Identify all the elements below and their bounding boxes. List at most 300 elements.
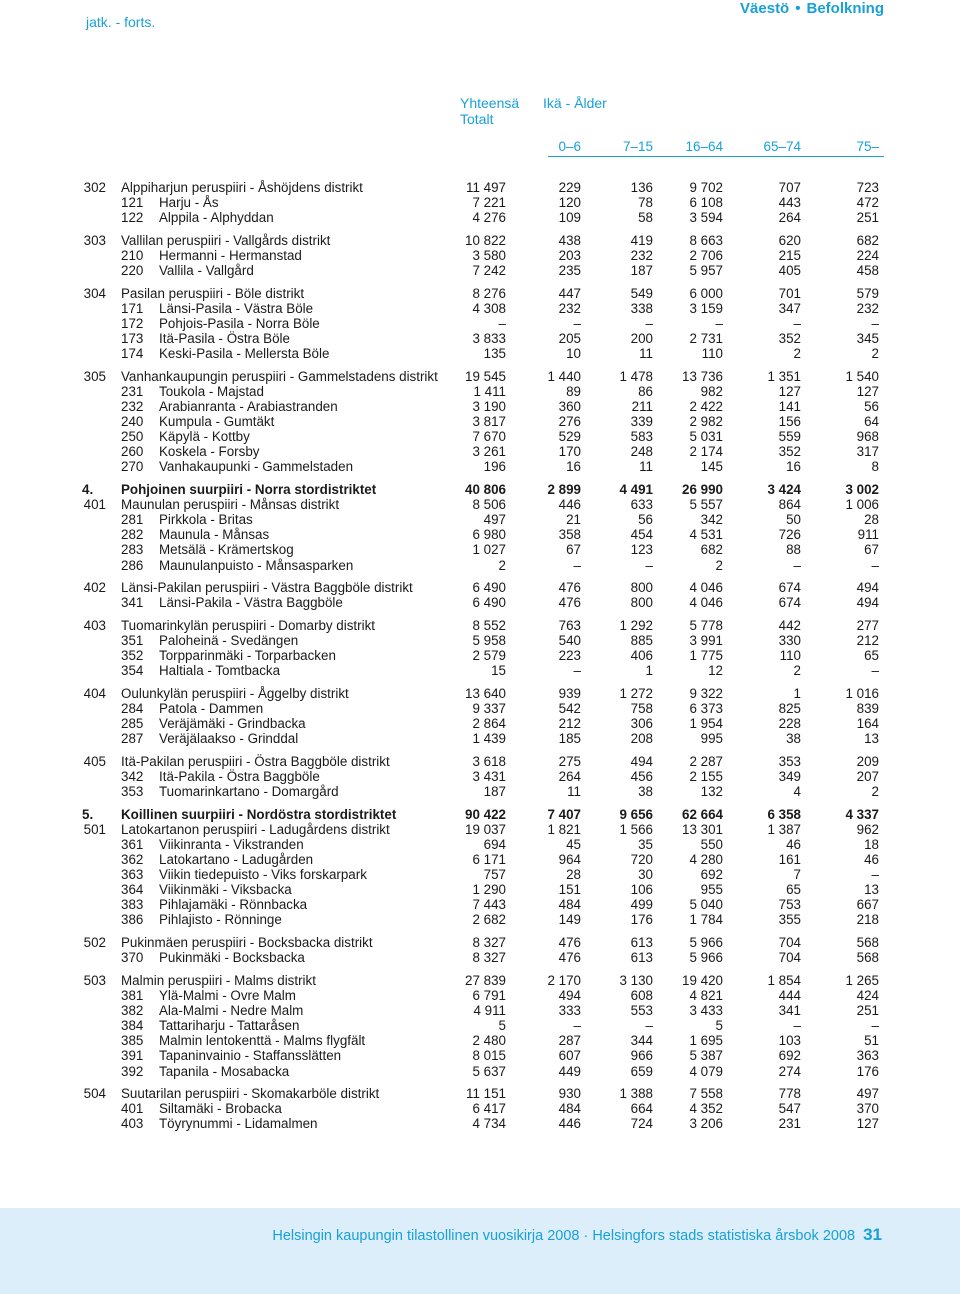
cell-age-0: 447 — [558, 285, 581, 301]
area-name: Ylä-Malmi - Ovre Malm — [159, 988, 296, 1004]
cell-age-3: 156 — [778, 414, 801, 430]
cell-age-0: 360 — [558, 399, 581, 414]
cell-age-3: 341 — [778, 1003, 801, 1019]
cell-total: 6 791 — [472, 988, 506, 1004]
area-name: Pohjois-Pasila - Norra Böle — [159, 315, 320, 331]
cell-age-0: 2 899 — [547, 482, 581, 498]
area-code: 502 — [83, 935, 106, 951]
cell-age-1: 553 — [630, 1003, 653, 1019]
area-name: Malmin peruspiiri - Malms distrikt — [121, 972, 316, 988]
cell-age-4: 370 — [856, 1101, 879, 1117]
cell-age-3: 726 — [778, 527, 801, 543]
footer-band — [0, 1208, 960, 1294]
age-header-0: 0–6 — [558, 139, 581, 154]
cell-age-0: 185 — [558, 731, 581, 747]
area-code: 174 — [121, 346, 144, 362]
cell-age-0: 1 821 — [547, 821, 581, 837]
cell-age-0: – — [573, 557, 581, 573]
table-row — [0, 429, 960, 444]
section-title — [740, 0, 884, 17]
cell-age-3: 692 — [778, 1048, 801, 1064]
cell-age-1: 608 — [630, 988, 653, 1004]
cell-age-1: 659 — [630, 1063, 653, 1079]
table-row — [0, 1018, 960, 1033]
area-code: 121 — [121, 195, 144, 211]
cell-age-0: 223 — [558, 648, 581, 664]
area-code: 352 — [121, 648, 144, 664]
cell-age-1: 306 — [630, 716, 653, 732]
table-row — [0, 482, 960, 497]
cell-age-1: 344 — [630, 1033, 653, 1049]
cell-age-1: 176 — [630, 912, 653, 928]
cell-age-3: 349 — [778, 769, 801, 785]
table-row — [0, 837, 960, 852]
cell-age-3: 405 — [778, 263, 801, 279]
table-row — [0, 1033, 960, 1048]
cell-age-4: 472 — [856, 195, 879, 211]
area-code: 384 — [121, 1018, 144, 1034]
cell-age-4: 579 — [856, 285, 879, 301]
cell-age-4: 127 — [856, 383, 879, 399]
table-row — [0, 769, 960, 784]
cell-age-0: 16 — [566, 459, 581, 475]
area-code: 501 — [83, 821, 106, 837]
cell-total: 13 640 — [465, 685, 506, 701]
cell-age-3: 559 — [778, 429, 801, 445]
cell-total: 15 — [491, 663, 506, 679]
cell-age-3: 707 — [778, 180, 801, 195]
area-code: 404 — [83, 685, 106, 701]
cell-age-1: 549 — [630, 285, 653, 301]
area-name: Hermanni - Hermanstad — [159, 247, 302, 263]
cell-age-3: 50 — [786, 512, 801, 528]
area-code: 171 — [121, 300, 144, 316]
cell-age-0: 939 — [558, 685, 581, 701]
area-name: Länsi-Pakila - Västra Baggböle — [159, 595, 343, 611]
cell-age-1: 613 — [630, 935, 653, 951]
cell-total: 3 261 — [472, 444, 506, 460]
cell-age-2: 4 079 — [689, 1063, 723, 1079]
cell-age-2: 6 000 — [689, 285, 723, 301]
cell-age-3: 264 — [778, 210, 801, 226]
cell-age-4: 494 — [856, 580, 879, 596]
cell-age-1: 30 — [638, 867, 653, 883]
row-gap — [0, 361, 960, 369]
cell-age-4: 2 — [871, 346, 879, 362]
cell-age-2: 7 558 — [689, 1086, 723, 1102]
cell-total: 90 422 — [465, 806, 506, 822]
area-name: Koskela - Forsby — [159, 444, 260, 460]
cell-age-2: 2 731 — [689, 331, 723, 347]
cell-age-0: 1 440 — [547, 368, 581, 384]
cell-age-2: 13 301 — [682, 821, 723, 837]
cell-age-4: – — [871, 663, 879, 679]
cell-age-1: 664 — [630, 1101, 653, 1117]
table-row — [0, 912, 960, 927]
cell-age-3: 38 — [786, 731, 801, 747]
cell-age-4: 127 — [856, 1116, 879, 1132]
area-name: Harju - Ås — [159, 195, 219, 211]
area-name: Käpylä - Kottby — [159, 429, 250, 445]
row-gap — [0, 1079, 960, 1087]
cell-age-3: 330 — [778, 633, 801, 649]
area-code: 305 — [83, 368, 106, 384]
cell-age-1: 78 — [638, 195, 653, 211]
cell-age-0: 275 — [558, 753, 581, 769]
header-rule — [548, 156, 884, 157]
col-age-header: Ikä - Ålder — [543, 95, 607, 111]
cell-age-2: 9 322 — [689, 685, 723, 701]
cell-age-3: 2 — [793, 346, 801, 362]
cell-age-1: 86 — [638, 383, 653, 399]
cell-age-3: 352 — [778, 444, 801, 460]
cell-age-4: 568 — [856, 935, 879, 951]
cell-age-2: 4 046 — [689, 580, 723, 596]
cell-age-0: 212 — [558, 716, 581, 732]
cell-total: 2 864 — [472, 716, 506, 732]
area-code: 122 — [121, 210, 144, 226]
cell-age-4: 911 — [857, 527, 879, 543]
cell-age-1: 3 130 — [619, 972, 653, 988]
area-code: 172 — [121, 315, 144, 331]
cell-age-0: 484 — [558, 897, 581, 913]
area-code: 283 — [121, 542, 144, 558]
cell-age-3: 6 358 — [767, 806, 801, 822]
area-name: Alppiharjun peruspiiri - Åshöjdens distrikt — [121, 180, 363, 195]
cell-age-0: 170 — [558, 444, 581, 460]
cell-total: 27 839 — [465, 972, 506, 988]
area-name: Pohjoinen suurpiiri - Norra stordistriktet — [121, 482, 377, 498]
table-row — [0, 542, 960, 557]
cell-total: 6 490 — [472, 580, 506, 596]
cell-age-3: 65 — [786, 882, 801, 898]
cell-age-0: 964 — [558, 852, 581, 868]
cell-total: 497 — [483, 512, 506, 528]
cell-age-0: 149 — [558, 912, 581, 928]
cell-age-3: 2 — [793, 663, 801, 679]
cell-age-4: 176 — [856, 1063, 879, 1079]
cell-age-4: – — [871, 315, 879, 331]
area-code: 342 — [121, 769, 144, 785]
col-total-sv: Totalt — [460, 111, 494, 127]
cell-age-0: 607 — [558, 1048, 581, 1064]
cell-age-2: 26 990 — [682, 482, 723, 498]
cell-age-0: 203 — [558, 247, 581, 263]
cell-age-4: 494 — [856, 595, 879, 611]
cell-age-1: 56 — [638, 512, 653, 528]
cell-age-1: 136 — [630, 180, 653, 195]
area-name: Viikinranta - Vikstranden — [159, 837, 304, 852]
table-row — [0, 233, 960, 248]
row-gap — [0, 678, 960, 686]
cell-total: – — [498, 315, 506, 331]
cell-age-4: 1 540 — [845, 368, 879, 384]
cell-age-1: 232 — [630, 247, 653, 263]
table-row — [0, 648, 960, 663]
cell-age-1: 1 388 — [619, 1086, 653, 1102]
area-code: 354 — [121, 663, 144, 679]
area-name: Pihlajamäki - Rönnbacka — [159, 897, 308, 913]
cell-age-4: 723 — [856, 180, 879, 195]
cell-age-4: – — [871, 867, 879, 883]
row-gap — [0, 573, 960, 581]
cell-age-3: 7 — [793, 867, 801, 883]
cell-total: 6 171 — [472, 852, 506, 868]
table-row — [0, 988, 960, 1003]
cell-age-0: 529 — [558, 429, 581, 445]
cell-age-2: 9 702 — [689, 180, 723, 195]
area-name: Länsi-Pakilan peruspiiri - Västra Baggböle distrikt — [121, 580, 413, 596]
cell-age-1: – — [645, 557, 653, 573]
cell-age-0: 446 — [558, 497, 581, 513]
cell-total: 2 579 — [472, 648, 506, 664]
area-name: Latokartano - Ladugården — [159, 852, 314, 868]
section-title-fi: Väestö — [740, 0, 790, 17]
cell-age-1: 338 — [630, 300, 653, 316]
cell-total: 7 443 — [472, 897, 506, 913]
cell-age-0: 287 — [558, 1033, 581, 1049]
area-code: 173 — [121, 331, 144, 347]
cell-age-4: 682 — [856, 232, 879, 248]
cell-age-2: 982 — [700, 383, 723, 399]
cell-age-4: 667 — [856, 897, 879, 913]
cell-total: 11 151 — [466, 1086, 506, 1102]
cell-age-3: 753 — [778, 897, 801, 913]
area-name: Viikin tiedepuisto - Viks forskarpark — [159, 867, 367, 883]
area-code: 281 — [121, 512, 144, 528]
cell-age-3: 704 — [778, 950, 801, 966]
cell-total: 7 242 — [472, 263, 506, 279]
cell-age-1: 800 — [630, 595, 653, 611]
cell-age-2: 2 706 — [689, 247, 723, 263]
cell-age-3: 1 — [793, 685, 801, 701]
cell-age-2: 550 — [700, 837, 723, 852]
cell-age-4: 8 — [871, 459, 879, 475]
cell-age-0: 21 — [566, 512, 581, 528]
cell-age-0: 494 — [558, 988, 581, 1004]
cell-total: 6 417 — [472, 1101, 506, 1117]
cell-age-0: 229 — [558, 180, 581, 195]
cell-total: 1 411 — [473, 383, 506, 399]
cell-total: 8 276 — [472, 285, 506, 301]
area-code: 282 — [121, 527, 144, 543]
cell-age-3: 353 — [778, 753, 801, 769]
section-separator: • — [795, 0, 801, 17]
age-header-3: 65–74 — [763, 139, 801, 154]
cell-age-0: 264 — [558, 769, 581, 785]
area-name: Haltiala - Tomtbacka — [159, 663, 281, 679]
area-code: 5. — [82, 806, 94, 822]
cell-age-1: 800 — [630, 580, 653, 596]
cell-age-1: – — [645, 315, 653, 331]
cell-total: 694 — [483, 837, 506, 852]
table-row — [0, 663, 960, 678]
table-row — [0, 1086, 960, 1101]
area-code: 270 — [121, 459, 144, 475]
cell-total: 757 — [483, 867, 506, 883]
table-row — [0, 497, 960, 512]
area-code: 391 — [121, 1048, 144, 1064]
area-code: 403 — [83, 618, 106, 633]
cell-age-3: 674 — [778, 595, 801, 611]
area-name: Viikinmäki - Viksbacka — [159, 882, 292, 898]
cell-age-0: 333 — [558, 1003, 581, 1019]
cell-total: 6 490 — [472, 595, 506, 611]
cell-age-0: 45 — [566, 837, 581, 852]
area-name: Suutarilan peruspiiri - Skomakarböle distrikt — [121, 1086, 380, 1102]
area-code: 386 — [121, 912, 144, 928]
cell-age-1: 613 — [630, 950, 653, 966]
table-row — [0, 399, 960, 414]
cell-age-4: 164 — [856, 716, 879, 732]
cell-age-2: 4 046 — [689, 595, 723, 611]
area-code: 364 — [121, 882, 144, 898]
cell-age-4: 64 — [864, 414, 879, 430]
area-code: 250 — [121, 429, 144, 445]
cell-age-3: 674 — [778, 580, 801, 596]
cell-age-3: 704 — [778, 935, 801, 951]
cell-age-1: 11 — [639, 459, 653, 475]
cell-age-0: 763 — [558, 618, 581, 633]
cell-age-3: 215 — [778, 247, 801, 263]
cell-total: 4 276 — [472, 210, 506, 226]
cell-age-0: 449 — [558, 1063, 581, 1079]
cell-age-2: 342 — [700, 512, 723, 528]
row-gap — [0, 474, 960, 482]
area-name: Maunula - Månsas — [159, 527, 270, 543]
cell-age-4: 13 — [864, 731, 879, 747]
row-gap — [0, 799, 960, 807]
cell-age-2: 2 982 — [689, 414, 723, 430]
area-name: Ala-Malmi - Nedre Malm — [159, 1003, 304, 1019]
cell-age-0: 10 — [566, 346, 581, 362]
table-row — [0, 180, 960, 195]
area-name: Tattariharju - Tattaråsen — [159, 1018, 300, 1034]
area-name: Pasilan peruspiiri - Böle distrikt — [121, 285, 305, 301]
area-name: Arabianranta - Arabiastranden — [159, 399, 338, 414]
cell-age-2: 4 352 — [689, 1101, 723, 1117]
cell-age-2: 2 — [715, 557, 723, 573]
table-row — [0, 701, 960, 716]
cell-age-3: 274 — [778, 1063, 801, 1079]
area-code: 402 — [83, 580, 106, 596]
cell-age-3: 4 — [793, 784, 801, 800]
cell-age-2: 5 557 — [689, 497, 723, 513]
row-gap — [0, 278, 960, 286]
cell-age-0: – — [573, 1018, 581, 1034]
cell-age-0: 151 — [558, 882, 581, 898]
table-row — [0, 263, 960, 278]
cell-age-2: 1 695 — [689, 1033, 723, 1049]
area-name: Alppila - Alphyddan — [159, 210, 274, 226]
cell-age-2: 995 — [700, 731, 723, 747]
cell-age-3: 355 — [778, 912, 801, 928]
area-name: Pukinmäki - Bocksbacka — [159, 950, 305, 966]
cell-total: 10 822 — [465, 232, 506, 248]
area-code: 285 — [121, 716, 144, 732]
cell-total: 2 480 — [472, 1033, 506, 1049]
cell-age-3: 127 — [778, 383, 801, 399]
cell-total: 3 190 — [472, 399, 506, 414]
cell-age-1: 35 — [638, 837, 653, 852]
cell-age-3: 1 351 — [767, 368, 801, 384]
cell-age-0: 476 — [558, 950, 581, 966]
area-code: 260 — [121, 444, 144, 460]
area-code: 240 — [121, 414, 144, 430]
table-row — [0, 384, 960, 399]
cell-total: 1 290 — [472, 882, 506, 898]
cell-age-4: 1 006 — [845, 497, 879, 513]
cell-age-0: 2 170 — [547, 972, 581, 988]
cell-total: 4 911 — [473, 1003, 506, 1019]
table-row — [0, 935, 960, 950]
cell-age-2: 3 594 — [689, 210, 723, 226]
cell-age-3: 443 — [778, 195, 801, 211]
area-code: 302 — [83, 180, 106, 195]
col-total-header — [460, 95, 519, 127]
cell-age-1: 4 491 — [619, 482, 653, 498]
cell-age-2: 682 — [700, 542, 723, 558]
area-code: 353 — [121, 784, 144, 800]
cell-age-3: 778 — [778, 1086, 801, 1102]
cell-age-1: 38 — [638, 784, 653, 800]
area-name: Pirkkola - Britas — [159, 512, 253, 528]
area-code: 284 — [121, 701, 144, 717]
cell-age-1: 1 — [645, 663, 653, 679]
cell-total: 1 027 — [472, 542, 506, 558]
area-code: 351 — [121, 633, 144, 649]
cell-total: 3 817 — [472, 414, 506, 430]
cell-age-2: 5 966 — [689, 935, 723, 951]
table-row — [0, 595, 960, 610]
cell-age-0: 232 — [558, 300, 581, 316]
area-code: 385 — [121, 1033, 144, 1049]
cell-age-0: 930 — [558, 1086, 581, 1102]
cell-age-2: 1 954 — [689, 716, 723, 732]
area-name: Itä-Pakila - Östra Baggböle — [159, 769, 320, 785]
cell-age-2: 110 — [701, 346, 723, 362]
cell-age-4: 1 016 — [845, 685, 879, 701]
cell-age-2: 6 373 — [689, 701, 723, 717]
table-row — [0, 973, 960, 988]
cell-age-3: 864 — [778, 497, 801, 513]
area-code: 361 — [121, 837, 144, 852]
cell-age-1: 633 — [630, 497, 653, 513]
cell-age-1: 758 — [630, 701, 653, 717]
cell-age-3: 1 854 — [767, 972, 801, 988]
cell-age-2: 5 387 — [689, 1048, 723, 1064]
cell-age-1: 11 — [639, 346, 653, 362]
cell-total: 40 806 — [465, 482, 506, 498]
cell-age-2: 5 040 — [689, 897, 723, 913]
cell-age-1: 187 — [630, 263, 653, 279]
cell-total: 2 682 — [472, 912, 506, 928]
cell-age-2: 13 736 — [682, 368, 723, 384]
area-name: Metsälä - Krämertskog — [159, 542, 294, 558]
cell-age-3: 16 — [786, 459, 801, 475]
cell-age-2: 5 031 — [689, 429, 723, 445]
cell-age-2: 955 — [700, 882, 723, 898]
table-row — [0, 754, 960, 769]
cell-age-2: 2 422 — [689, 399, 723, 414]
cell-age-1: 720 — [630, 852, 653, 868]
cell-total: 7 221 — [472, 195, 506, 211]
cell-total: 5 — [498, 1018, 506, 1034]
area-code: 504 — [83, 1086, 106, 1102]
cell-age-4: 968 — [856, 429, 879, 445]
table-row — [0, 784, 960, 799]
cell-age-4: 277 — [856, 618, 879, 633]
